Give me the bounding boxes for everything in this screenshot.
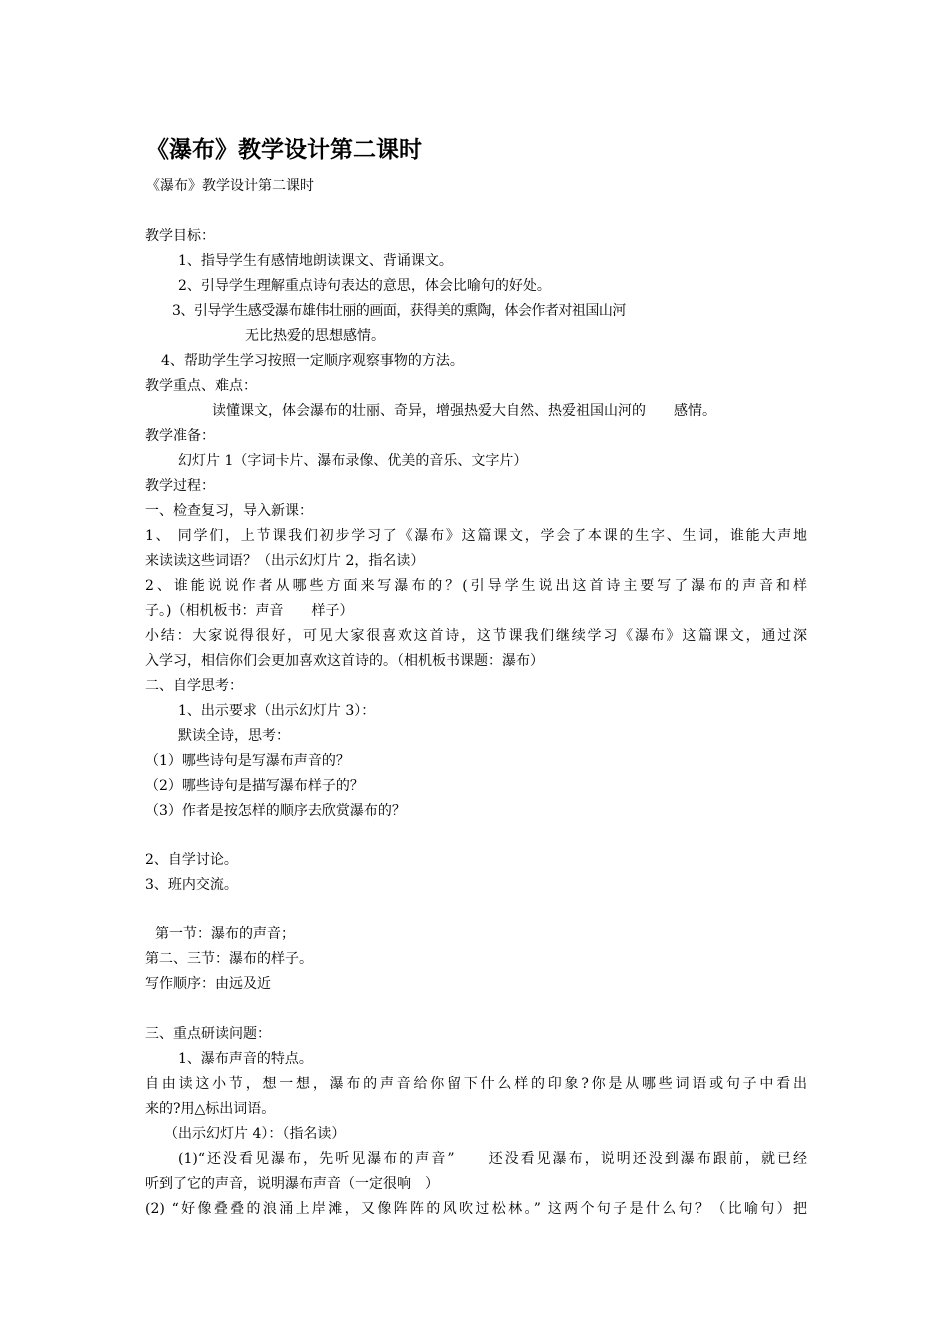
document-title: 《瀑布》教学设计第二课时: [146, 136, 422, 163]
slide-4-note: （出示幻灯片 4）：（指名读）: [164, 1126, 346, 1142]
objective-item-2: 2、引导学生理解重点诗句表达的意思，体会比喻句的好处。: [178, 278, 551, 294]
objective-item-3-continued: 无比热爱的思想感情。: [245, 328, 385, 344]
preparation-text: 幻灯片 1（字词卡片、瀑布录像、优美的音乐、文字片）: [178, 453, 528, 469]
objective-item-4: 4、帮助学生学习按照一定顺序观察事物的方法。: [161, 353, 464, 369]
self-study-discussion: 2、自学讨论。: [145, 852, 238, 868]
review-paragraph-1: 1、 同学们，上节课我们初步学习了《瀑布》这篇课文，学会了本课的生字、生词，谁能大声地: [145, 528, 807, 544]
question-1: （1）哪些诗句是写瀑布声音的？: [145, 753, 350, 769]
class-exchange: 3、班内交流。: [145, 877, 238, 893]
step-heading-self-study: 二、自学思考：: [145, 678, 243, 694]
section-two-three-note: 第二、三节：瀑布的样子。: [145, 951, 313, 967]
section-heading-process: 教学过程：: [145, 478, 215, 494]
self-study-requirement: 1、出示要求（出示幻灯片 3）：: [178, 703, 376, 719]
review-paragraph-2: 2、谁能说说作者从哪些方面来写瀑布的？(引导学生说出这首诗主要写了瀑布的声音和样: [145, 578, 807, 594]
key-study-item-1: 1、瀑布声音的特点。: [178, 1051, 313, 1067]
section-heading-objectives: 教学目标：: [145, 228, 215, 244]
writing-order-note: 写作顺序：由远及近: [145, 976, 271, 992]
key-study-paragraph: 自由读这小节，想一想，瀑布的声音给你留下什么样的印象?你是从哪些词语或句子中看出: [145, 1076, 807, 1092]
summary-paragraph: 小结：大家说得很好，可见大家很喜欢这首诗，这节课我们继续学习《瀑布》这篇课文，通过深: [145, 628, 807, 644]
objective-item-3: 3、引导学生感受瀑布雄伟壮丽的画面，获得美的熏陶，体会作者对祖国山河: [172, 303, 626, 319]
key-study-paragraph-continued: 来的?用△标出词语。: [145, 1101, 276, 1117]
review-paragraph-2-continued: 子。)（相机板书：声音 样子）: [145, 603, 354, 619]
question-3: （3）作者是按怎样的顺序去欣赏瀑布的？: [145, 803, 406, 819]
self-study-instruction: 默读全诗，思考：: [178, 728, 290, 744]
key-points-text: 读懂课文，体会瀑布的壮丽、奇异，增强热爱大自然、热爱祖国山河的 感情。: [212, 403, 716, 419]
summary-paragraph-continued: 入学习，相信你们会更加喜欢这首诗的。（相机板书课题：瀑布）: [145, 653, 544, 669]
section-heading-key-points: 教学重点、难点：: [145, 378, 257, 394]
document-subtitle: 《瀑布》教学设计第二课时: [146, 178, 314, 194]
analysis-sentence-1-continued: 听到了它的声音，说明瀑布声音（一定很响 ）: [145, 1176, 439, 1192]
analysis-sentence-1: (1)“还没看见瀑布，先听见瀑布的声音” 还没看见瀑布，说明还没到瀑布跟前，就已经: [178, 1151, 807, 1167]
section-one-note: 第一节：瀑布的声音；: [155, 926, 295, 942]
review-paragraph-1-continued: 来读读这些词语？（出示幻灯片 2，指名读）: [145, 553, 425, 569]
section-heading-preparation: 教学准备：: [145, 428, 215, 444]
step-heading-review: 一、检查复习，导入新课：: [145, 503, 313, 519]
step-heading-key-study: 三、重点研读问题：: [145, 1026, 271, 1042]
analysis-sentence-2: (2) “好像叠叠的浪涌上岸滩，又像阵阵的风吹过松林。” 这两个句子是什么句？（比喻句）把: [145, 1201, 807, 1217]
question-2: （2）哪些诗句是描写瀑布样子的？: [145, 778, 364, 794]
objective-item-1: 1、指导学生有感情地朗读课文、背诵课文。: [178, 253, 453, 269]
